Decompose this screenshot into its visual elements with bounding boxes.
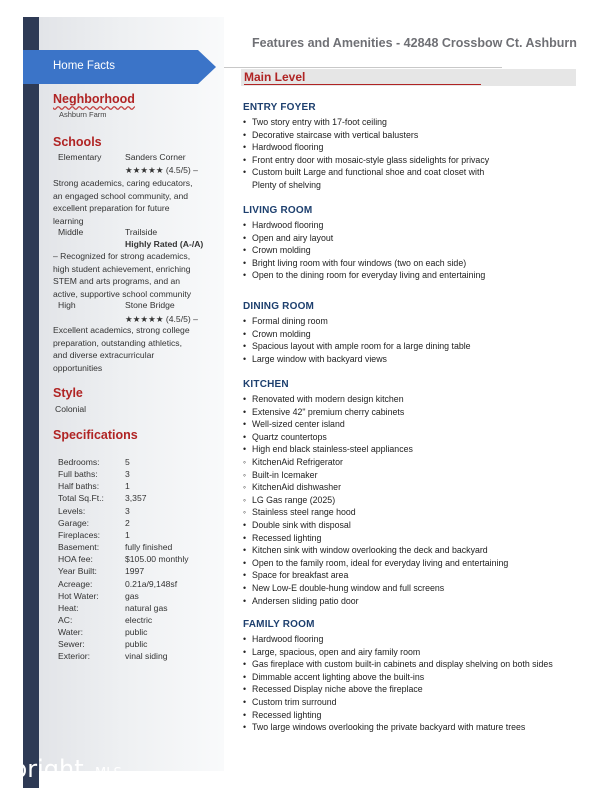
spec-value: 3 xyxy=(125,469,130,480)
section-heading: LIVING ROOM xyxy=(243,205,313,216)
list-item: • Renovated with modern design kitchen xyxy=(243,393,583,406)
neighborhood-value: Ashburn Farm xyxy=(59,110,107,119)
list-item: • Recessed lighting xyxy=(243,532,583,545)
section-list xyxy=(243,116,583,192)
section-list xyxy=(243,315,583,365)
list-item: ◦ LG Gas range (2025) xyxy=(243,494,583,507)
list-item: • Hardwood flooring xyxy=(243,219,583,232)
spec-label: Exterior: xyxy=(58,651,90,662)
section-heading: DINING ROOM xyxy=(243,301,315,312)
spec-value: 2 xyxy=(125,517,130,528)
level-bar xyxy=(241,69,576,86)
sidebar-accent-strip xyxy=(23,17,39,788)
list-item: • Large window with backyard views xyxy=(243,353,583,366)
list-item: • Open to the family room, ideal for everyday living and entertaining xyxy=(243,557,583,570)
spec-value: public xyxy=(125,639,148,650)
list-item: • Recessed Display niche above the fireplace xyxy=(243,683,583,696)
list-item: • Spacious layout with ample room for a large dining table xyxy=(243,340,583,353)
spec-value: 0.21a/9,148sf xyxy=(125,578,178,589)
spec-row xyxy=(58,603,218,615)
spec-value: 1 xyxy=(125,529,130,540)
spec-value: gas xyxy=(125,590,139,601)
list-item: ◦ Stainless steel range hood xyxy=(243,506,583,519)
list-item: • Kitchen sink with window overlooking the deck and backyard xyxy=(243,544,583,557)
spec-value: public xyxy=(125,627,148,638)
section-heading: KITCHEN xyxy=(243,379,289,390)
elementary-rating: ★★★★★ (4.5/5) – xyxy=(125,165,198,175)
list-item: • Custom built Large and functional shoe and coat closet with xyxy=(243,166,583,179)
spec-row xyxy=(58,542,218,554)
spec-value: 3 xyxy=(125,505,130,516)
spec-value: 3,357 xyxy=(125,493,147,504)
high-desc: Excellent academics, strong college preparation, outstanding athletics, and diverse extracurricular opportunities xyxy=(53,325,190,373)
spec-label: Total Sq.Ft.: xyxy=(58,493,104,504)
spec-row xyxy=(58,481,218,493)
list-item: ◦ KitchenAid dishwasher xyxy=(243,481,583,494)
neighborhood-heading: Neghborhood xyxy=(53,92,135,106)
spec-label: Fireplaces: xyxy=(58,529,101,540)
spec-row xyxy=(58,530,218,542)
list-item: • High end black stainless-steel appliances xyxy=(243,443,583,456)
spec-value: electric xyxy=(125,614,153,625)
list-item: • Large, spacious, open and airy family room xyxy=(243,646,583,659)
list-item: • Open to the dining room for everyday living and entertaining xyxy=(243,269,583,282)
spec-row xyxy=(58,651,218,663)
home-facts-label: Home Facts xyxy=(53,60,115,72)
style-heading: Style xyxy=(53,386,83,400)
spec-row xyxy=(58,639,218,651)
spec-label: Half baths: xyxy=(58,481,100,492)
list-item: • Formal dining room xyxy=(243,315,583,328)
list-item: • Bright living room with four windows (two on each side) xyxy=(243,257,583,270)
list-item: • Hardwood flooring xyxy=(243,633,583,646)
spec-label: Garage: xyxy=(58,517,90,528)
list-item: • Two story entry with 17-foot ceiling xyxy=(243,116,583,129)
spec-row xyxy=(58,566,218,578)
spec-label: Levels: xyxy=(58,505,86,516)
section-heading: FAMILY ROOM xyxy=(243,619,315,630)
spec-value: fully finished xyxy=(125,542,173,553)
elementary-level: Elementary xyxy=(58,152,102,162)
spec-row xyxy=(58,554,218,566)
list-item: • Crown molding xyxy=(243,244,583,257)
page-title: Features and Amenities - 42848 Crossbow Ct. Ashburn xyxy=(252,36,577,50)
list-item: • Open and airy layout xyxy=(243,232,583,245)
spec-value: natural gas xyxy=(125,602,168,613)
spec-label: Water: xyxy=(58,627,83,638)
section-list xyxy=(243,633,583,734)
spec-label: Sewer: xyxy=(58,639,85,650)
list-item: • Two large windows overlooking the private backyard with mature trees xyxy=(243,721,583,734)
spec-label: Year Built: xyxy=(58,566,97,577)
schools-heading: Schools xyxy=(53,135,102,149)
high-rating: ★★★★★ (4.5/5) – xyxy=(125,314,198,324)
list-item: ◦ KitchenAid Refrigerator xyxy=(243,456,583,469)
spec-value: vinal siding xyxy=(125,651,168,662)
spec-label: Acreage: xyxy=(58,578,93,589)
elementary-desc: Strong academics, caring educators, an engaged school community, and excellent preparation for future learning xyxy=(53,178,193,226)
high-level: High xyxy=(58,300,76,310)
spec-row xyxy=(58,493,218,505)
list-item: • Dimmable accent lighting above the built-ins xyxy=(243,671,583,684)
middle-rating: Highly Rated (A-/A) xyxy=(125,239,204,249)
spec-row xyxy=(58,457,218,469)
spec-row xyxy=(58,591,218,603)
list-item: • Gas fireplace with custom built-in cabinets and display shelving on both sides xyxy=(243,658,583,671)
specifications-heading: Specifications xyxy=(53,428,138,442)
list-item: • Decorative staircase with vertical balusters xyxy=(243,129,583,142)
list-item: • Recessed lighting xyxy=(243,709,583,722)
list-item: • Custom trim surround xyxy=(243,696,583,709)
style-value: Colonial xyxy=(55,404,87,414)
section-list xyxy=(243,219,583,282)
list-item: • Extensive 42" premium cherry cabinets xyxy=(243,406,583,419)
list-item: • Double sink with disposal xyxy=(243,519,583,532)
spec-row xyxy=(58,518,218,530)
spec-row xyxy=(58,469,218,481)
spec-value: 1997 xyxy=(125,566,145,577)
spec-value: 1 xyxy=(125,481,130,492)
spec-row xyxy=(58,579,218,591)
elementary-name: Sanders Corner xyxy=(125,152,186,162)
bright-mls-logo xyxy=(8,748,128,788)
section-heading: ENTRY FOYER xyxy=(243,102,316,113)
spec-label: AC: xyxy=(58,614,73,625)
spec-row xyxy=(58,615,218,627)
list-item: • Andersen sliding patio door xyxy=(243,595,583,608)
middle-level: Middle xyxy=(58,227,84,237)
svg-text:bright: bright xyxy=(12,755,84,783)
svg-text:MLS: MLS xyxy=(95,766,122,781)
spec-row xyxy=(58,627,218,639)
spec-label: Full baths: xyxy=(58,469,98,480)
home-facts-tab xyxy=(23,50,198,84)
list-item: Plenty of shelving xyxy=(252,179,321,190)
list-item: • Well-sized center island xyxy=(243,418,583,431)
list-item: • Hardwood flooring xyxy=(243,141,583,154)
spec-value: 5 xyxy=(125,457,130,467)
bright-mls-logo-mark xyxy=(8,748,128,788)
spec-label: Basement: xyxy=(58,542,100,553)
spec-label: HOA fee: xyxy=(58,554,93,565)
spec-label: Hot Water: xyxy=(58,590,99,601)
spec-value: $105.00 monthly xyxy=(125,554,189,565)
spec-row xyxy=(58,506,218,518)
spec-label: Heat: xyxy=(58,602,79,613)
list-item: ◦ Built-in Icemaker xyxy=(243,469,583,482)
middle-desc: – Recognized for strong academics, high student achievement, enriching STEM and arts programs, and an active, supportive school community xyxy=(53,251,192,299)
middle-name: Trailside xyxy=(125,227,158,237)
list-item: • Crown molding xyxy=(243,328,583,341)
list-item: • Space for breakfast area xyxy=(243,569,583,582)
level-heading: Main Level xyxy=(244,70,481,85)
spec-label: Bedrooms: xyxy=(58,457,100,467)
high-name: Stone Bridge xyxy=(125,300,175,310)
list-item: • Quartz countertops xyxy=(243,431,583,444)
list-item: • New Low-E double-hung window and full screens xyxy=(243,582,583,595)
title-divider xyxy=(224,67,502,68)
list-item: • Front entry door with mosaic-style glass sidelights for privacy xyxy=(243,154,583,167)
section-list xyxy=(243,393,583,607)
